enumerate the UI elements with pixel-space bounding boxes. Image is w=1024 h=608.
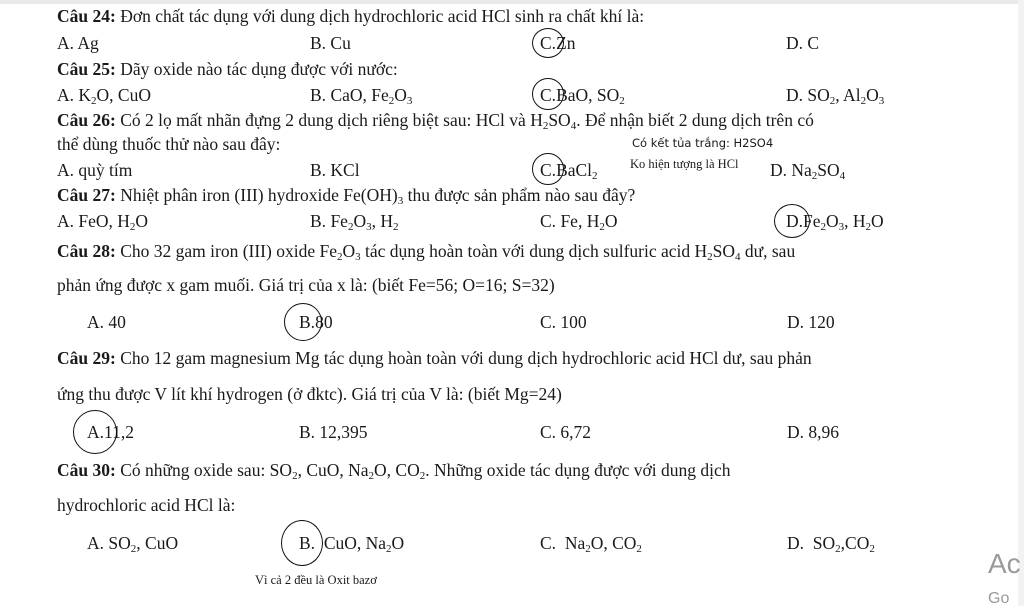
q30-option-c: C. $Na_2O$, $CO_2$ [540,533,642,555]
q29-option-b: B. 12,395 [299,422,368,442]
q26-handwritten-note-2: Ko hiện tượng là HCl [630,157,739,171]
q28-option-c: C. 100 [540,312,587,332]
q26-option-d: D. $Na_2SO_4$ [770,160,846,182]
q30-option-d: D. $SO_2,CO_2$ [787,533,875,555]
q29-question-line2: ứng thu được V lít khí hydrogen (ở đktc). Giá trị của V là: (biết Mg=24) [57,384,562,404]
q24-option-c: C.Zn [540,33,576,53]
q30-option-b: B. CuO, $Na_2O$ [299,533,405,555]
q24-option-b: B. Cu [310,33,351,53]
q25-option-d: D. $SO_2$, $Al_2O_3$ [786,85,885,107]
q27-question: Câu 27: Nhiệt phân iron (III) hydroxide $Fe(OH)_3$ thu được sản phẩm nào sau đây? [57,185,636,207]
q24-option-d: D. C [786,33,820,53]
q25-option-a: A. $K_2O$, CuO [57,85,151,107]
q25-option-b: B. CaO, $Fe_2O_3$ [310,85,413,107]
activate-watermark-title: Ac [988,548,1021,579]
q30-question-line2: hydrochloric acid HCl là: [57,495,236,515]
q29-option-d: D. 8,96 [787,422,840,442]
q27-option-a: A. FeO, $H_2O$ [57,211,149,233]
q26-question-line2: thể dùng thuốc thử nào sau đây: [57,134,281,154]
q28-question-line2: phản ứng được x gam muối. Giá trị của x là: (biết Fe=56; O=16; S=32) [57,275,555,295]
q27-option-d: $D.Fe_2O_3$, $H_2O$ [786,211,884,233]
q29-option-a: A.11,2 [87,422,134,442]
q27-option-c: C. Fe, $H_2O$ [540,211,618,233]
q24-option-a: A. Ag [57,33,99,53]
q28-option-d: D. 120 [787,312,835,332]
q26-option-c: C.BaCl$_2$ [540,160,598,182]
q29-question: Câu 29: Cho 12 gam magnesium Mg tác dụng hoàn toàn với dung dịch hydrochloric acid HCl dư, sau phản [57,348,812,368]
q26-handwritten-note-1: Có kết tủa trắng: H2SO4 [632,136,774,150]
q24-question: Câu 24: Đơn chất tác dụng với dung dịch hydrochloric acid HCl sinh ra chất khí là: [57,6,645,26]
q25-option-c: C.BaO, $SO_2$ [540,85,625,107]
q30-handwritten-note: Vì cả 2 đều là Oxit bazơ [255,573,377,587]
activate-watermark-subtitle: Go [988,590,1010,607]
q29-option-c: C. 6,72 [540,422,592,442]
top-edge [0,0,1024,4]
q27-option-b: B. $Fe_2O_3$, $H_2$ [310,211,399,233]
q30-option-a: A. $SO_2$, CuO [87,533,179,555]
q26-option-a: A. quỳ tím [57,160,133,180]
right-edge [1018,0,1024,606]
q28-question: Câu 28: Cho 32 gam iron (III) oxide $Fe_2O_3$ tác dụng hoàn toàn với dung dịch sulfuric acid $H_2SO_4$ dư, sau [57,241,796,263]
q25-question: Câu 25: Dãy oxide nào tác dụng được với nước: [57,59,398,79]
q26-option-b: B. KCl [310,160,360,180]
q26-question: Câu 26: Có 2 lọ mất nhãn đựng 2 dung dịch riêng biệt sau: HCl và $H_2SO_4$. Để nhận biết 2 dung dịch trên có [57,110,814,132]
q28-option-a: A. 40 [87,312,126,332]
q28-option-b: B.80 [299,312,333,332]
q30-question: Câu 30: Có những oxide sau: $SO_2$, CuO, $Na_2O$, $CO_2$. Những oxide tác dụng được với dung dịch [57,460,731,482]
